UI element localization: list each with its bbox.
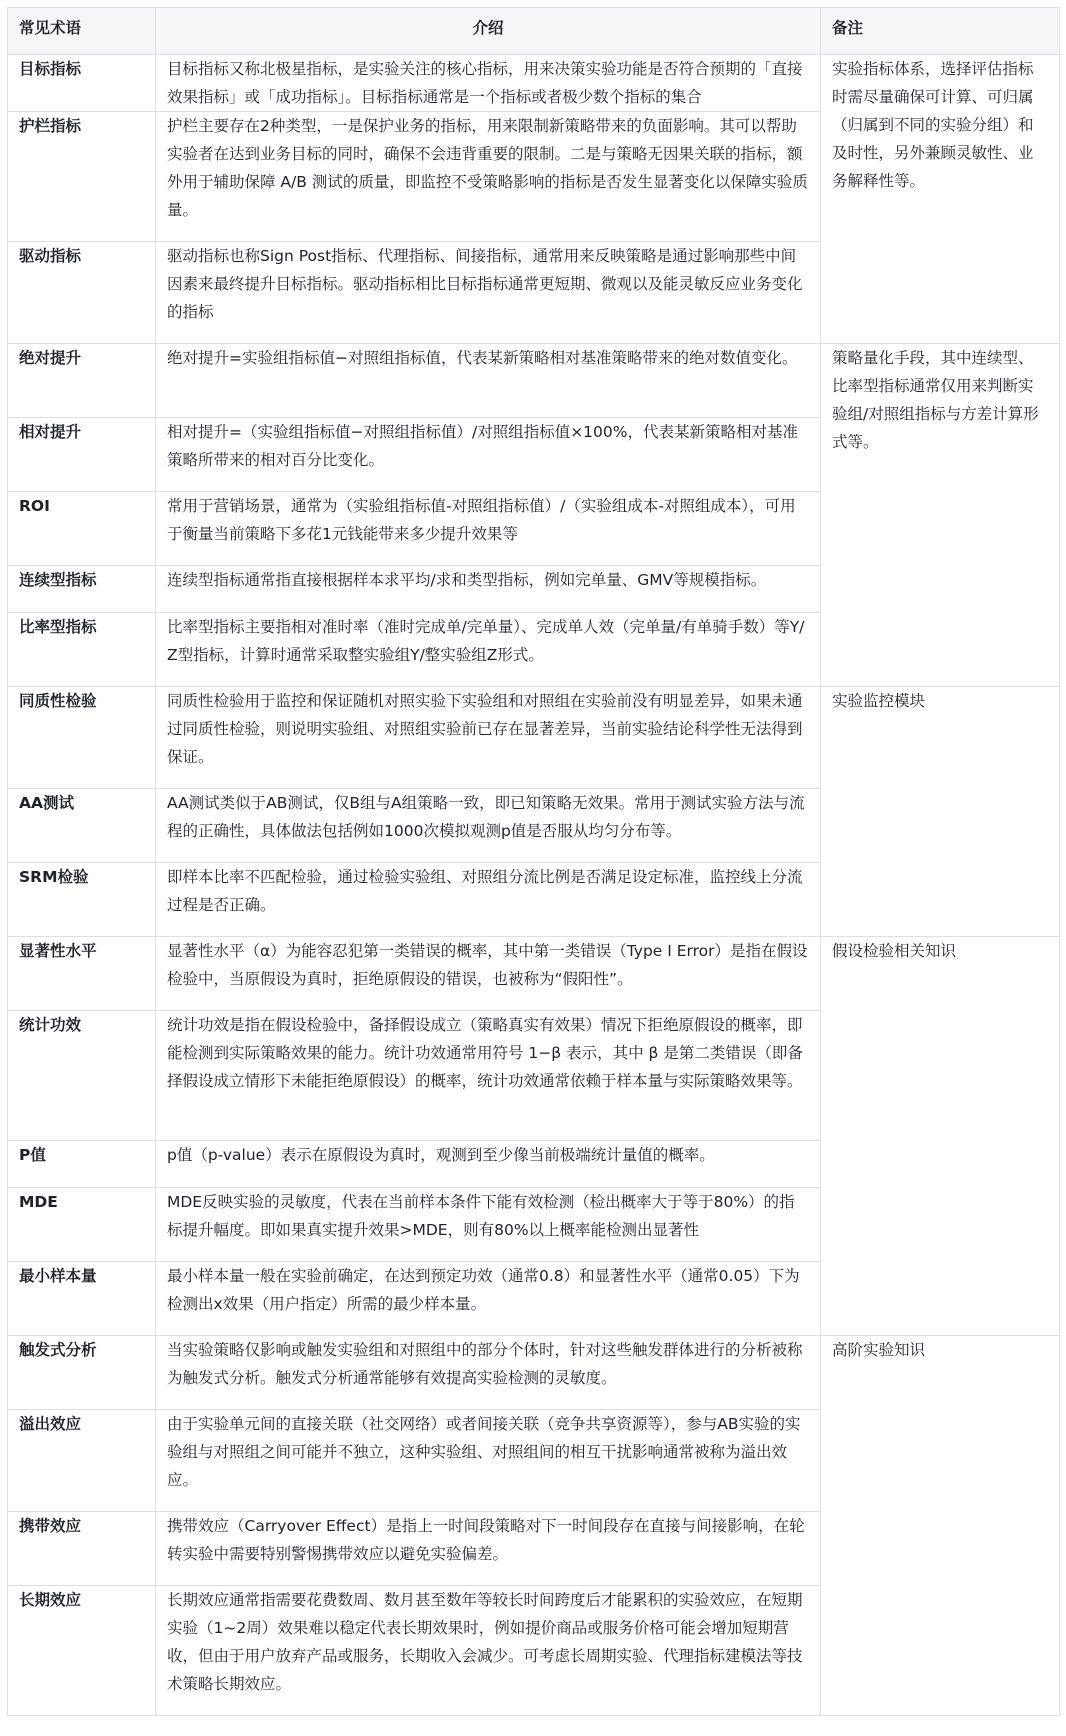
desc-cell: 同质性检验用于监控和保证随机对照实验下实验组和对照组在实验前没有明显差异，如果未通过同质性检验，则说明实验组、对照组实验前已存在显著差异，当前实验结论科学性无法得到保证。	[156, 687, 821, 789]
table-row	[8, 937, 1060, 1011]
term-cell: 触发式分析	[8, 1336, 156, 1410]
desc-cell: MDE反映实验的灵敏度，代表在当前样本条件下能有效检测（检出概率大于等于80%）的指标提升幅度。即如果真实提升效果>MDE，则有80%以上概率能检测出显著性	[156, 1188, 821, 1262]
header-intro: 介绍	[156, 8, 821, 55]
desc-cell: 连续型指标通常指直接根据样本求平均/求和类型指标，例如完单量、GMV等规模指标。	[156, 566, 821, 613]
desc-cell: 驱动指标也称Sign Post指标、代理指标、间接指标，通常用来反映策略是通过影响那些中间因素来最终提升目标指标。驱动指标相比目标指标通常更短期、微观以及能灵敏反应业务变化的指标	[156, 242, 821, 344]
note-cell: 实验监控模块	[821, 687, 1060, 937]
term-cell: 统计功效	[8, 1011, 156, 1141]
table-row	[8, 344, 1060, 418]
desc-cell: 由于实验单元间的直接关联（社交网络）或者间接关联（竞争共享资源等），参与AB实验的实验组与对照组之间可能并不独立，这种实验组、对照组间的相互干扰影响通常被称为溢出效应。	[156, 1410, 821, 1512]
desc-cell: p值（p-value）表示在原假设为真时，观测到至少像当前极端统计量值的概率。	[156, 1141, 821, 1188]
term-cell: P值	[8, 1141, 156, 1188]
desc-cell: 常用于营销场景，通常为（实验组指标值-对照组指标值）/（实验组成本-对照组成本），可用于衡量当前策略下多花1元钱能带来多少提升效果等	[156, 492, 821, 566]
desc-cell: 统计功效是指在假设检验中，备择假设成立（策略真实有效果）情况下拒绝原假设的概率，即能检测到实际策略效果的能力。统计功效通常用符号 1−β 表示，其中 β 是第二类错误（即备择假设成立情形下未能拒绝原假设）的概率，统计功效通常依赖于样本量与实际策略效果等。	[156, 1011, 821, 1141]
desc-cell: AA测试类似于AB测试，仅B组与A组策略一致，即已知策略无效果。常用于测试实验方法与流程的正确性，具体做法包括例如1000次模拟观测p值是否服从均匀分布等。	[156, 789, 821, 863]
term-cell: 长期效应	[8, 1586, 156, 1716]
term-cell: SRM检验	[8, 863, 156, 937]
term-cell: 相对提升	[8, 418, 156, 492]
desc-cell: 护栏主要存在2种类型，一是保护业务的指标，用来限制新策略带来的负面影响。其可以帮助实验者在达到业务目标的同时，确保不会违背重要的限制。二是与策略无因果关联的指标，额外用于辅助保障 A/B 测试的质量，即监控不受策略影响的指标是否发生显著变化以保障实验质量。	[156, 112, 821, 242]
header-row	[8, 8, 1060, 55]
term-cell: ROI	[8, 492, 156, 566]
term-cell: 同质性检验	[8, 687, 156, 789]
desc-cell: 绝对提升=实验组指标值−对照组指标值，代表某新策略相对基准策略带来的绝对数值变化。	[156, 344, 821, 418]
term-cell: MDE	[8, 1188, 156, 1262]
table-row	[8, 1336, 1060, 1410]
header-note: 备注	[821, 8, 1060, 55]
term-cell: 携带效应	[8, 1512, 156, 1586]
desc-cell: 当实验策略仅影响或触发实验组和对照组中的部分个体时，针对这些触发群体进行的分析被称为触发式分析。触发式分析通常能够有效提高实验检测的灵敏度。	[156, 1336, 821, 1410]
header-term: 常见术语	[8, 8, 156, 55]
desc-cell: 相对提升=（实验组指标值−对照组指标值）/对照组指标值×100%，代表某新策略相对基准策略所带来的相对百分比变化。	[156, 418, 821, 492]
note-cell: 实验指标体系，选择评估指标时需尽量确保可计算、可归属（归属到不同的实验分组）和及时性，另外兼顾灵敏性、业务解释性等。	[821, 55, 1060, 344]
desc-cell: 显著性水平（α）为能容忍犯第一类错误的概率，其中第一类错误（Type I Error）是指在假设检验中，当原假设为真时，拒绝原假设的错误，也被称为“假阳性”。	[156, 937, 821, 1011]
desc-cell: 即样本比率不匹配检验，通过检验实验组、对照组分流比例是否满足设定标准，监控线上分流过程是否正确。	[156, 863, 821, 937]
table-row	[8, 55, 1060, 112]
desc-cell: 目标指标又称北极星指标，是实验关注的核心指标，用来决策实验功能是否符合预期的「直接效果指标」或「成功指标」。目标指标通常是一个指标或者极少数个指标的集合	[156, 55, 821, 112]
term-cell: 护栏指标	[8, 112, 156, 242]
term-cell: 目标指标	[8, 55, 156, 112]
note-cell: 假设检验相关知识	[821, 937, 1060, 1336]
note-cell: 高阶实验知识	[821, 1336, 1060, 1716]
term-cell: 最小样本量	[8, 1262, 156, 1336]
glossary-table	[7, 7, 1060, 1716]
term-cell: 比率型指标	[8, 613, 156, 687]
desc-cell: 携带效应（Carryover Effect）是指上一时间段策略对下一时间段存在直接与间接影响，在轮转实验中需要特别警惕携带效应以避免实验偏差。	[156, 1512, 821, 1586]
term-cell: 溢出效应	[8, 1410, 156, 1512]
term-cell: 绝对提升	[8, 344, 156, 418]
term-cell: 连续型指标	[8, 566, 156, 613]
term-cell: AA测试	[8, 789, 156, 863]
term-cell: 驱动指标	[8, 242, 156, 344]
desc-cell: 长期效应通常指需要花费数周、数月甚至数年等较长时间跨度后才能累积的实验效应，在短期实验（1~2周）效果难以稳定代表长期效果时，例如提价商品或服务价格可能会增加短期营收，但由于用户放弃产品或服务，长期收入会减少。可考虑长周期实验、代理指标建模法等技术策略长期效应。	[156, 1586, 821, 1716]
desc-cell: 最小样本量一般在实验前确定，在达到预定功效（通常0.8）和显著性水平（通常0.05）下为检测出x效果（用户指定）所需的最少样本量。	[156, 1262, 821, 1336]
desc-cell: 比率型指标主要指相对准时率（准时完成单/完单量）、完成单人效（完单量/有单骑手数）等Y/Z型指标，计算时通常采取整实验组Y/整实验组Z形式。	[156, 613, 821, 687]
note-cell: 策略量化手段，其中连续型、比率型指标通常仅用来判断实验组/对照组指标与方差计算形式等。	[821, 344, 1060, 687]
term-cell: 显著性水平	[8, 937, 156, 1011]
table-row	[8, 687, 1060, 789]
